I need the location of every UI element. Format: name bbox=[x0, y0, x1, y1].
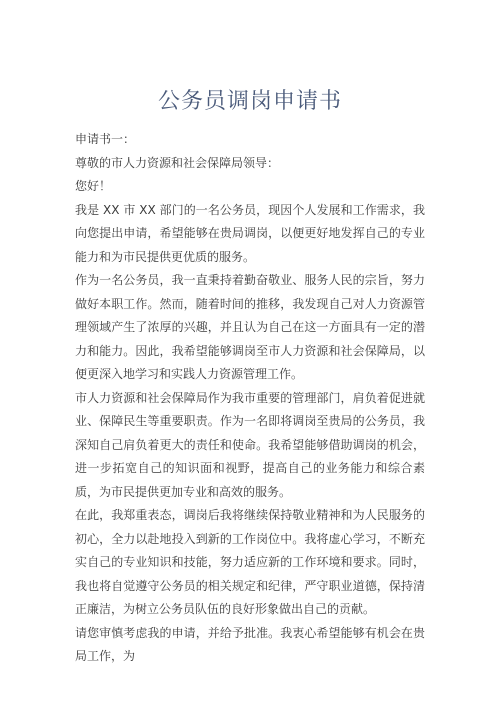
greeting: 您好！ bbox=[75, 179, 112, 193]
body-paragraph: 在此，我郑重表态，调岗后我将继续保持敬业精神和为人民服务的初心，全力以赴地投入到新的工作岗位中。我将虚心学习，不断充实自己的专业知识和技能，努力适应新的工作环境和要求。同时，我也将自觉遵守公务员的相关规定和纪律，严守职业道德，保持清正廉洁，为树立公务员队伍的良好形象做出自己的贡献。 bbox=[75, 508, 425, 616]
body-paragraph: 请您审慎考虑我的申请，并给予批准。我衷心希望能够有机会在贵局工作，为 bbox=[75, 625, 425, 663]
salutation: 尊敬的市人力资源和社会保障局领导： bbox=[75, 155, 280, 170]
heading-label: 申请书一： bbox=[75, 132, 136, 146]
document-body bbox=[75, 128, 425, 669]
body-paragraph: 我是 XX 市 XX 部门的一名公务员，现因个人发展和工作需求，我向您提出申请，希望能够在贵局调岗，以便更好地发挥自己的专业能力和为市民提供更优质的服务。 bbox=[75, 202, 425, 264]
body-paragraph: 市人力资源和社会保障局作为我市重要的管理部门，肩负着促进就业、保障民生等重要职责。作为一名即将调岗至贵局的公务员，我深知自己肩负着更大的责任和使命。我希望能够借助调岗的机会，进一步拓宽自己的知识面和视野，提高自己的业务能力和综合素质，为市民提供更加专业和高效的服务。 bbox=[75, 390, 425, 499]
document-title: 公务员调岗申请书 bbox=[157, 89, 342, 114]
body-paragraph: 作为一名公务员，我一直秉持着勤奋敬业、服务人民的宗旨，努力做好本职工作。然而，随着时间的推移，我发现自己对人力资源管理领域产生了浓厚的兴趣，并且认为自己在这一方面具有一定的潜力和能力。因此，我希望能够调岗至市人力资源和社会保障局，以便更深入地学习和实践人力资源管理工作。 bbox=[75, 273, 425, 381]
